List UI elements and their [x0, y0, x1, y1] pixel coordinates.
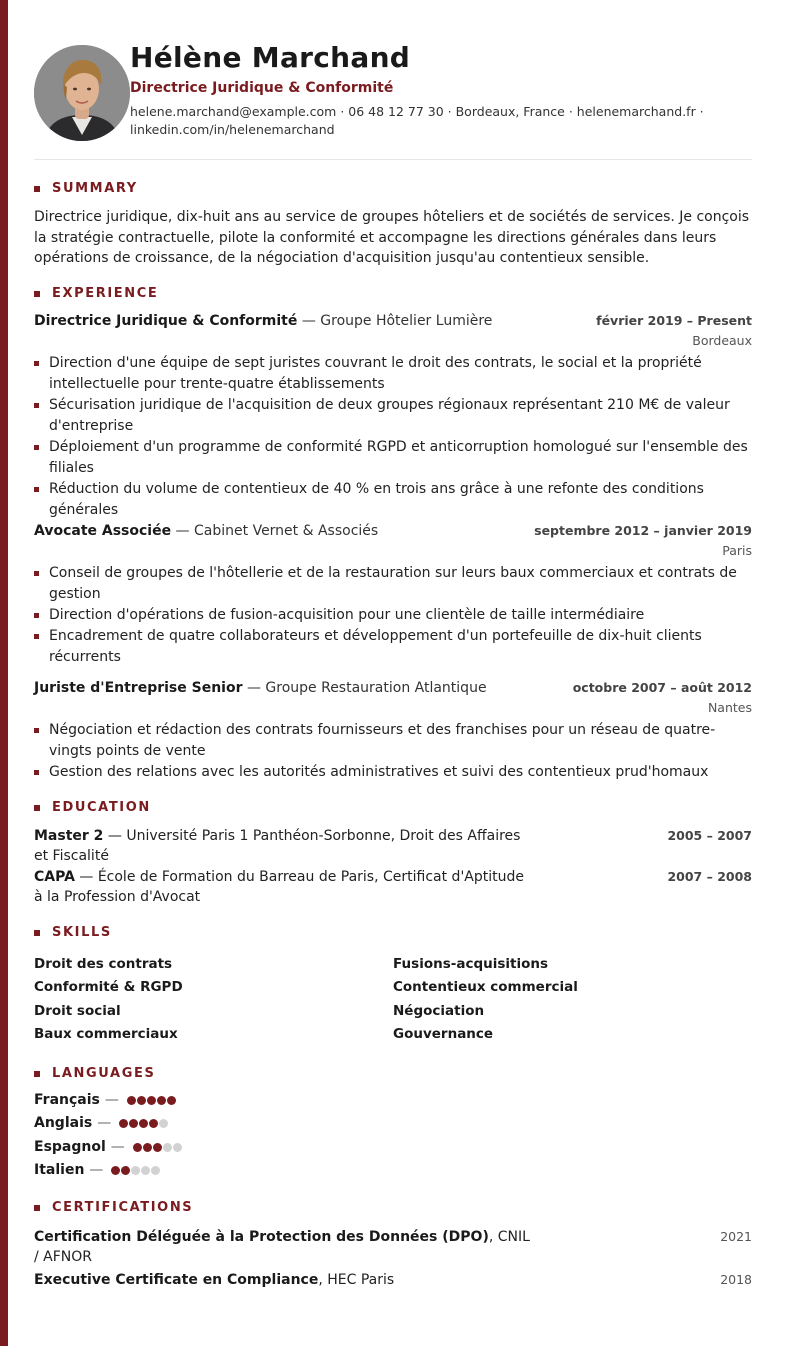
section-title: LANGUAGES	[52, 1065, 156, 1081]
job-dates: février 2019 – Present	[596, 312, 752, 328]
language-item	[34, 1112, 752, 1136]
certification-year: 2018	[720, 1271, 752, 1287]
job-bullets	[34, 563, 752, 668]
education-list	[34, 826, 752, 908]
job-location: Bordeaux	[692, 332, 752, 348]
dot-filled-icon	[157, 1096, 166, 1105]
avatar	[34, 45, 130, 141]
accent-bar	[0, 0, 8, 1346]
dot-filled-icon	[139, 1119, 148, 1128]
language-item	[34, 1159, 752, 1183]
resume-header	[34, 0, 752, 160]
certification-entry	[34, 1227, 752, 1268]
skill-item: Fusions-acquisitions	[393, 955, 549, 972]
proficiency-dots	[119, 1119, 168, 1128]
experience-section	[34, 285, 752, 783]
proficiency-dots	[133, 1143, 182, 1152]
certification-entry	[34, 1270, 752, 1291]
list-item: Déploiement d'un programme de conformité RGPD et anticorruption homologué sur l'ensemble des filiales	[34, 437, 752, 479]
degree-separator: —	[103, 827, 127, 844]
degree-detail: Université Paris 1 Panthéon-Sorbonne, Droit des Affaires et Fiscalité	[34, 827, 521, 864]
job-company: Groupe Restauration Atlantique	[265, 679, 487, 696]
certification-name: Certification Déléguée à la Protection des Données (DPO)	[34, 1228, 489, 1245]
education-section	[34, 799, 752, 908]
degree-separator: —	[74, 868, 98, 885]
dot-filled-icon	[127, 1096, 136, 1105]
language-item	[34, 1136, 752, 1160]
job-entry	[34, 521, 752, 668]
list-item: Sécurisation juridique de l'acquisition de deux groupes régionaux représentant 210 M€ de valeur d'entreprise	[34, 395, 752, 437]
education-dates: 2007 – 2008	[667, 868, 752, 884]
language-separator: —	[104, 1091, 119, 1108]
job-company: Groupe Hôtelier Lumière	[320, 312, 493, 329]
skill-item: Négociation	[393, 1002, 485, 1019]
contact-line: helene.marchand@example.com · 06 48 12 77 30 · Bordeaux, France · helenemarchand.fr ·	[130, 104, 704, 119]
list-item: Encadrement de quatre collaborateurs et développement d'un portefeuille de dix-huit clients récurrents	[34, 626, 752, 668]
job-dates: octobre 2007 – août 2012	[572, 679, 752, 695]
dot-empty-icon	[173, 1143, 182, 1152]
degree-detail: École de Formation du Barreau de Paris, Certificat d'Aptitude à la Profession d'Avocat	[34, 868, 525, 905]
skill-item: Conformité & RGPD	[34, 979, 183, 995]
job-header	[34, 521, 752, 541]
dot-filled-icon	[133, 1143, 142, 1152]
certification-year: 2021	[720, 1228, 752, 1244]
job-title: Directrice Juridique & Conformité	[34, 312, 298, 329]
dot-empty-icon	[131, 1166, 140, 1175]
certification-name: Executive Certificate en Compliance	[34, 1271, 319, 1288]
skill-item: Contentieux commercial	[393, 979, 578, 995]
language-name: Français	[34, 1091, 100, 1108]
skills-grid	[34, 954, 752, 1045]
skill-item: Gouvernance	[393, 1026, 494, 1042]
square-bullet-icon	[34, 186, 40, 192]
job-entry	[34, 678, 752, 783]
section-title: SKILLS	[52, 924, 112, 940]
proficiency-dots	[127, 1096, 176, 1105]
section-heading	[34, 1199, 752, 1217]
job-location: Nantes	[707, 699, 752, 715]
list-item: Conseil de groupes de l'hôtellerie et de la restauration sur leurs baux commerciaux et contrats de gestion	[34, 563, 752, 605]
summary-section	[34, 180, 752, 269]
contact-line: linkedin.com/in/helenemarchand	[130, 122, 335, 137]
dot-filled-icon	[167, 1096, 176, 1105]
dot-filled-icon	[121, 1166, 130, 1175]
job-header	[34, 678, 752, 698]
square-bullet-icon	[34, 1071, 40, 1077]
dot-filled-icon	[147, 1096, 156, 1105]
dot-empty-icon	[141, 1166, 150, 1175]
dot-filled-icon	[111, 1166, 120, 1175]
job-title: Juriste d'Entreprise Senior	[34, 679, 243, 696]
certification-issuer: , HEC Paris	[318, 1271, 395, 1288]
header-text	[130, 40, 752, 139]
languages-section	[34, 1065, 752, 1183]
experience-list	[34, 311, 752, 783]
job-bullets	[34, 720, 752, 783]
dot-filled-icon	[153, 1143, 162, 1152]
list-item: Négociation et rédaction des contrats fournisseurs et des franchises pour un réseau de quatre-vingts points de vente	[34, 720, 752, 762]
dot-empty-icon	[151, 1166, 160, 1175]
certifications-list	[34, 1227, 752, 1291]
dot-empty-icon	[163, 1143, 172, 1152]
dot-filled-icon	[119, 1119, 128, 1128]
certification-issuer: , CNIL / AFNOR	[34, 1228, 530, 1265]
language-separator: —	[110, 1138, 125, 1155]
job-separator: —	[242, 679, 266, 696]
section-heading	[34, 285, 752, 303]
list-item: Direction d'opérations de fusion-acquisition pour une clientèle de taille intermédiaire	[34, 605, 752, 626]
resume-page	[34, 0, 752, 1290]
list-item: Réduction du volume de contentieux de 40 % en trois ans grâce à une refonte des conditions générales	[34, 479, 752, 521]
language-name: Espagnol	[34, 1138, 106, 1155]
language-separator: —	[89, 1162, 104, 1178]
square-bullet-icon	[34, 1205, 40, 1211]
job-location: Paris	[722, 542, 752, 558]
section-title: CERTIFICATIONS	[52, 1199, 194, 1215]
education-entry	[34, 867, 752, 908]
job-separator: —	[171, 522, 195, 539]
section-heading	[34, 1065, 752, 1083]
job-title: Avocate Associée	[34, 522, 172, 539]
degree: Master 2	[34, 827, 104, 844]
language-separator: —	[97, 1115, 112, 1131]
language-name: Anglais	[34, 1115, 93, 1131]
dot-filled-icon	[137, 1096, 146, 1105]
job-company: Cabinet Vernet & Associés	[194, 522, 379, 539]
list-item: Direction d'une équipe de sept juristes couvrant le droit des contrats, le social et la propriété intellectuelle pour trente-quatre établissements	[34, 353, 752, 395]
education-entry	[34, 826, 752, 867]
dot-empty-icon	[159, 1119, 168, 1128]
section-heading	[34, 180, 752, 198]
languages-list	[34, 1089, 752, 1183]
job-role: Directrice Juridique & Conformité	[130, 80, 394, 96]
certifications-section	[34, 1199, 752, 1291]
square-bullet-icon	[34, 291, 40, 297]
skills-section	[34, 924, 752, 1045]
section-title: EDUCATION	[52, 799, 151, 815]
skill-item: Baux commerciaux	[34, 1026, 178, 1042]
square-bullet-icon	[34, 930, 40, 936]
job-entry	[34, 311, 752, 521]
degree: CAPA	[34, 868, 75, 885]
list-item: Gestion des relations avec les autorités administratives et suivi des contentieux prud'homaux	[34, 762, 752, 783]
proficiency-dots	[111, 1166, 160, 1175]
portrait-image	[34, 45, 130, 141]
person-name: Hélène Marchand	[130, 41, 411, 74]
dot-filled-icon	[149, 1119, 158, 1128]
dot-filled-icon	[143, 1143, 152, 1152]
language-item	[34, 1089, 752, 1113]
skill-item: Droit des contrats	[34, 955, 173, 972]
job-bullets	[34, 353, 752, 521]
dot-filled-icon	[129, 1119, 138, 1128]
job-separator: —	[297, 312, 321, 329]
contact-info	[130, 103, 752, 139]
education-dates: 2005 – 2007	[667, 827, 752, 843]
section-heading	[34, 799, 752, 817]
job-header	[34, 311, 752, 331]
language-name: Italien	[34, 1162, 85, 1178]
job-dates: septembre 2012 – janvier 2019	[534, 522, 752, 538]
section-heading	[34, 924, 752, 942]
skill-item: Droit social	[34, 1002, 121, 1019]
section-title: EXPERIENCE	[52, 285, 159, 301]
summary-text: Directrice juridique, dix-huit ans au service de groupes hôteliers et de sociétés de services. Je conçois la stratégie contractuelle, pilote la conformité et accompagne les directions générales dans leurs opérations de croissance, de la négociation d'acquisition jusqu'au contentieux sensible.	[34, 209, 750, 266]
section-title: SUMMARY	[52, 181, 138, 196]
square-bullet-icon	[34, 805, 40, 811]
